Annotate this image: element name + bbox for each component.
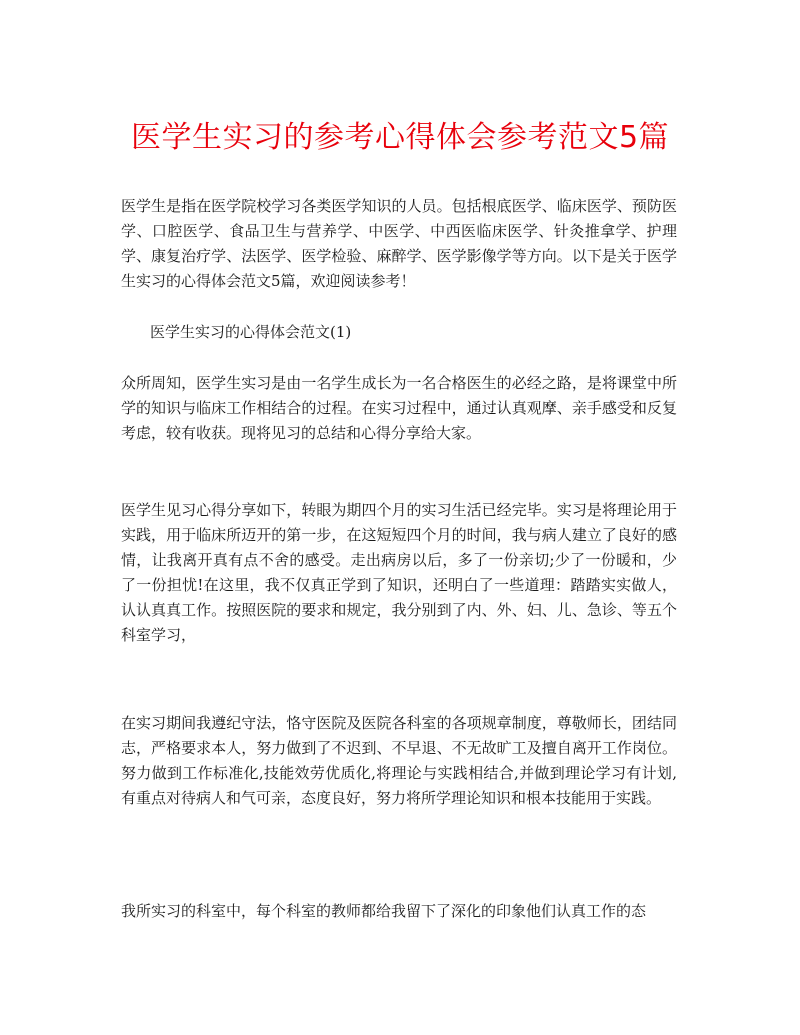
- section-heading: 医学生实习的心得体会范文(1): [150, 323, 352, 341]
- body-paragraph: 在实习期间我遵纪守法，恪守医院及医院各科室的各项规章制度，尊敬师长，团结同志，严格要求本人，努力做到了不迟到、不早退、不无故旷工及擅自离开工作岗位。努力做到工作标准化,技能效劳优质化,将理论与实践相结合,并做到理论学习有计划,有重点对待病人和气可亲，态度良好，努力将所学理论知识和根本技能用于实践。: [121, 714, 677, 807]
- intro-paragraph: 医学生是指在医学院校学习各类医学知识的人员。包括根底医学、临床医学、预防医学、口腔医学、食品卫生与营养学、中医学、中西医临床医学、针灸推拿学、护理学、康复治疗学、法医学、医学检验、麻醉学、医学影像学等方向。以下是关于医学生实习的心得体会范文5篇，欢迎阅读参考！: [121, 197, 677, 290]
- body-paragraph: 我所实习的科室中，每个科室的教师都给我留下了深化的印象他们认真工作的态: [121, 902, 647, 920]
- document-title: 医学生实习的参考心得体会参考范文5篇: [130, 120, 670, 155]
- body-paragraph: 众所周知，医学生实习是由一名学生成长为一名合格医生的必经之路，是将课堂中所学的知识与临床工作相结合的过程。在实习过程中，通过认真观摩、亲手感受和反复考虑，较有收获。现将见习的总结和心得分享给大家。: [121, 374, 677, 442]
- body-paragraph: 医学生见习心得分享如下，转眼为期四个月的实习生活已经完毕。实习是将理论用于实践，用于临床所迈开的第一步，在这短短四个月的时间，我与病人建立了良好的感情，让我离开真有点不舍的感受。走出病房以后，多了一份亲切;少了一份暖和，少了一份担忧!在这里，我不仅真正学到了知识，还明白了一些道理：踏踏实实做人，认认真真工作。按照医院的要求和规定，我分别到了内、外、妇、儿、急诊、等五个科室学习，: [121, 501, 677, 644]
